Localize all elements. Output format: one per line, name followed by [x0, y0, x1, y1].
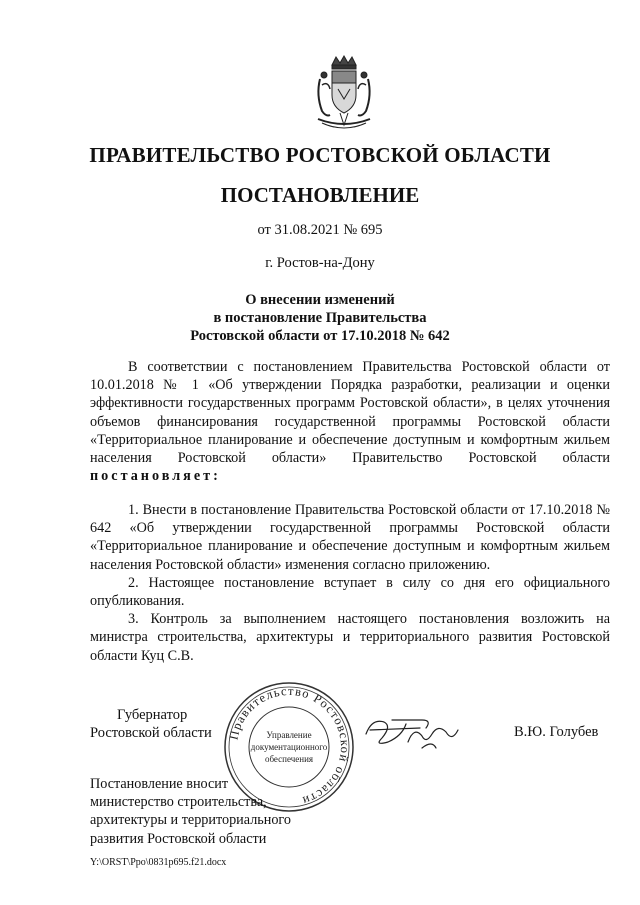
signatory-position — [90, 706, 212, 742]
document-type: ПОСТАНОВЛЕНИЕ — [220, 183, 420, 207]
decree-word: постановляет: — [90, 468, 221, 485]
city: г. Ростов-на-Дону — [265, 255, 375, 271]
contributor-line: архитектуры и территориального — [90, 812, 291, 829]
file-path: Y:\ORST\Ppo\0831p695.f21.docx — [90, 857, 227, 868]
decree-item-2: 2. Настоящее постановление вступает в силу со дня его официального опубликования. — [90, 574, 610, 610]
subject-line: в постановление Правительства — [213, 310, 427, 326]
contributor-line: министерство строительства, — [90, 794, 267, 811]
stamp-inner-line: обеспечения — [264, 754, 314, 764]
subject-line: О внесении изменений — [245, 292, 395, 308]
intro-text: В соответствии с постановлением Правительства Ростовской области от 10.01.2018 № 1 «Об утверждении Порядка разработки, реализации и оценки эффективности государственных программ Ростовской области», в целях уточнения объемов финансирования государственной программы Ростовской области «Территориальное планирование и обеспечение доступным и комфортным жильем населения Ростовской области» Правительство Ростовской области — [90, 359, 610, 467]
intro-paragraph — [90, 358, 610, 485]
contributor-block — [90, 775, 291, 848]
subject-line: Ростовской области от 17.10.2018 № 642 — [190, 328, 450, 344]
coat-of-arms-icon — [312, 55, 376, 133]
decree-items — [90, 501, 610, 665]
contributor-line: Постановление вносит — [90, 776, 229, 792]
decree-item-3: 3. Контроль за выполнением настоящего постановления возложить на министра строительства, архитектуры и территориального развития Ростовской области Куц С.В. — [90, 611, 610, 664]
stamp-inner-line: Управление — [266, 730, 312, 740]
government-title: ПРАВИТЕЛЬСТВО РОСТОВСКОЙ ОБЛАСТИ — [89, 143, 551, 167]
document-subject — [0, 291, 640, 345]
handwritten-signature — [362, 712, 492, 756]
date-and-number: от 31.08.2021 № 695 — [257, 222, 383, 238]
contributor-line: развития Ростовской области — [90, 830, 267, 847]
stamp-ring-text: Правительство Ростовской области — [226, 683, 353, 809]
signatory-name: В.Ю. Голубев — [514, 724, 599, 740]
position-line: Губернатор — [117, 707, 188, 723]
decree-item-1: 1. Внести в постановление Правительства Ростовской области от 17.10.2018 № 642 «Об утверждении государственной программы Ростовской области «Территориальное планирование и обеспечение доступным и комфортным жильем населения Ростовской области» изменения согласно приложению. — [90, 502, 610, 573]
position-line: Ростовской области — [90, 725, 212, 741]
stamp-inner-line: документационного — [250, 742, 328, 752]
